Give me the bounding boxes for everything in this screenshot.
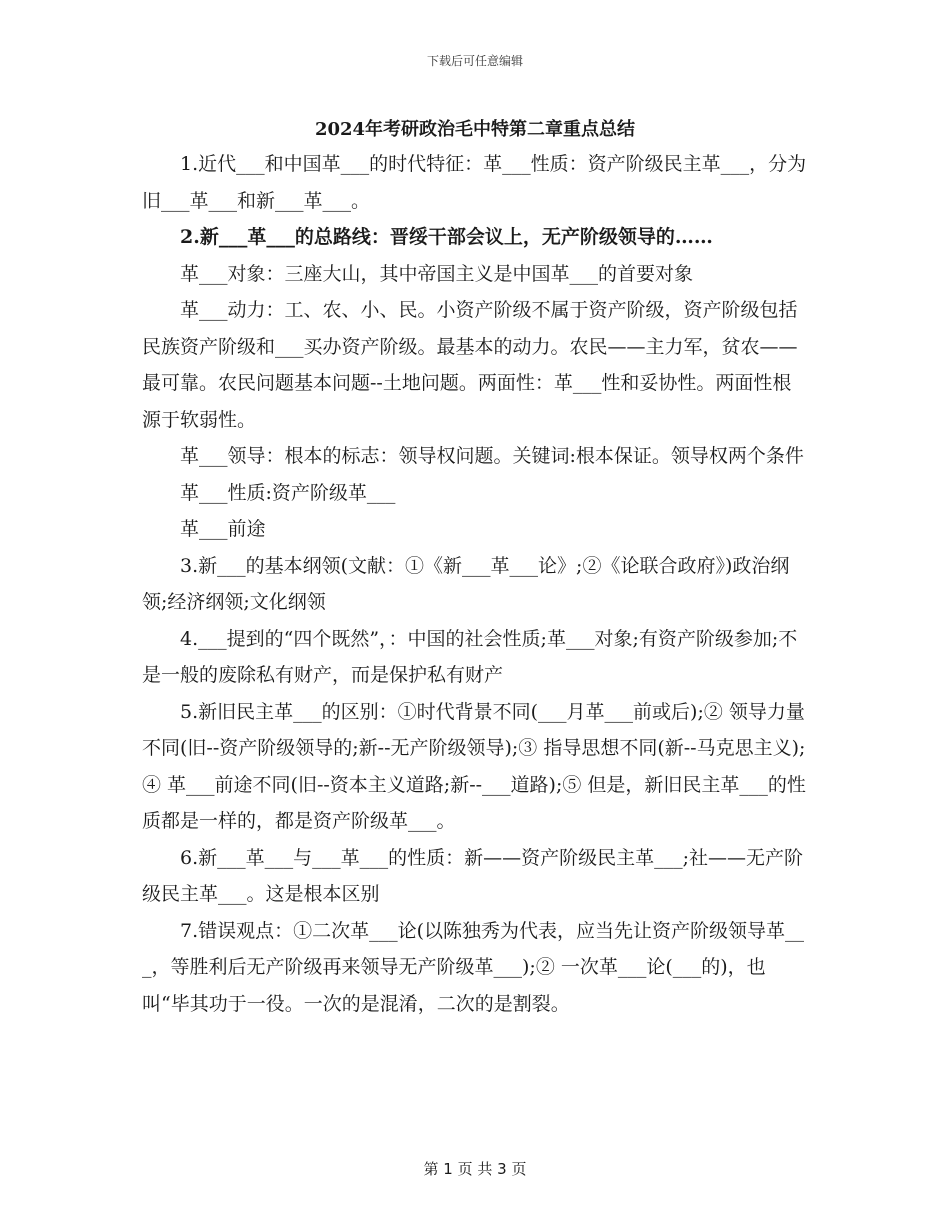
- paragraph-11: 6.新___革___与___革___的性质：新——资产阶级民主革___;社——无产阶级民主革___。这是根本区别: [142, 846, 804, 905]
- paragraph-9: 4.___提到的“四个既然”，：中国的社会性质;革___对象;有资产阶级参加;不是一般的废除私有财产，而是保护私有财产: [142, 627, 798, 686]
- page-footer: 第 1 页 共 3 页: [423, 1160, 527, 1178]
- paragraph-1: 1.近代___和中国革___的时代特征：革___性质：资产阶级民主革___，分为旧___革___和新___革___。: [142, 153, 807, 212]
- paragraph-4: 革___动力：工、农、小、民。小资产阶级不属于资产阶级，资产阶级包括民族资产阶级和___买办资产阶级。最基本的动力。农民——主力军，贫农——最可靠。农民问题基本问题--土地问题。两面性：革___性和妥协性。两面性根源于软弱性。: [142, 299, 798, 431]
- page-title: 2024年考研政治毛中特第二章重点总结: [314, 119, 636, 140]
- paragraph-3: 革___对象：三座大山，其中帝国主义是中国革___的首要对象: [180, 262, 694, 285]
- paragraph-2: 2.新___革___的总路线：晋绥干部会议上，无产阶级领导的……: [180, 226, 713, 248]
- paragraph-8: 3.新___的基本纲领(文献：①《新___革___论》;②《论联合政府》)政治纲领;经济纲领;文化纲领: [142, 554, 790, 613]
- header-note: 下载后可任意编辑: [426, 54, 523, 68]
- document-body: [142, 146, 808, 1022]
- paragraph-5: 革___领导：根本的标志：领导权问题。关键词:根本保证。领导权两个条件: [180, 445, 804, 467]
- paragraph-7: 革___前途: [180, 518, 266, 540]
- paragraph-6: 革___性质:资产阶级革___: [180, 481, 396, 504]
- paragraph-10: 5.新旧民主革___的区别：①时代背景不同(___月革___前或后);② 领导力量不同(旧--资产阶级领导的;新--无产阶级领导);③ 指导思想不同(新--马克思主义);④ 革___前途不同(旧--资本主义道路;新--___道路);⑤ 但是，新旧民主革___的性质都是一样的，都是资产阶级革___。: [142, 700, 806, 832]
- paragraph-12: 7.错误观点：①二次革___论(以陈独秀为代表，应当先让资产阶级领导革___，等胜利后无产阶级再来领导无产阶级革___);② 一次革___论(___的)，也叫“毕其功于一役。一次的是混淆，二次的是割裂。: [142, 919, 805, 1015]
